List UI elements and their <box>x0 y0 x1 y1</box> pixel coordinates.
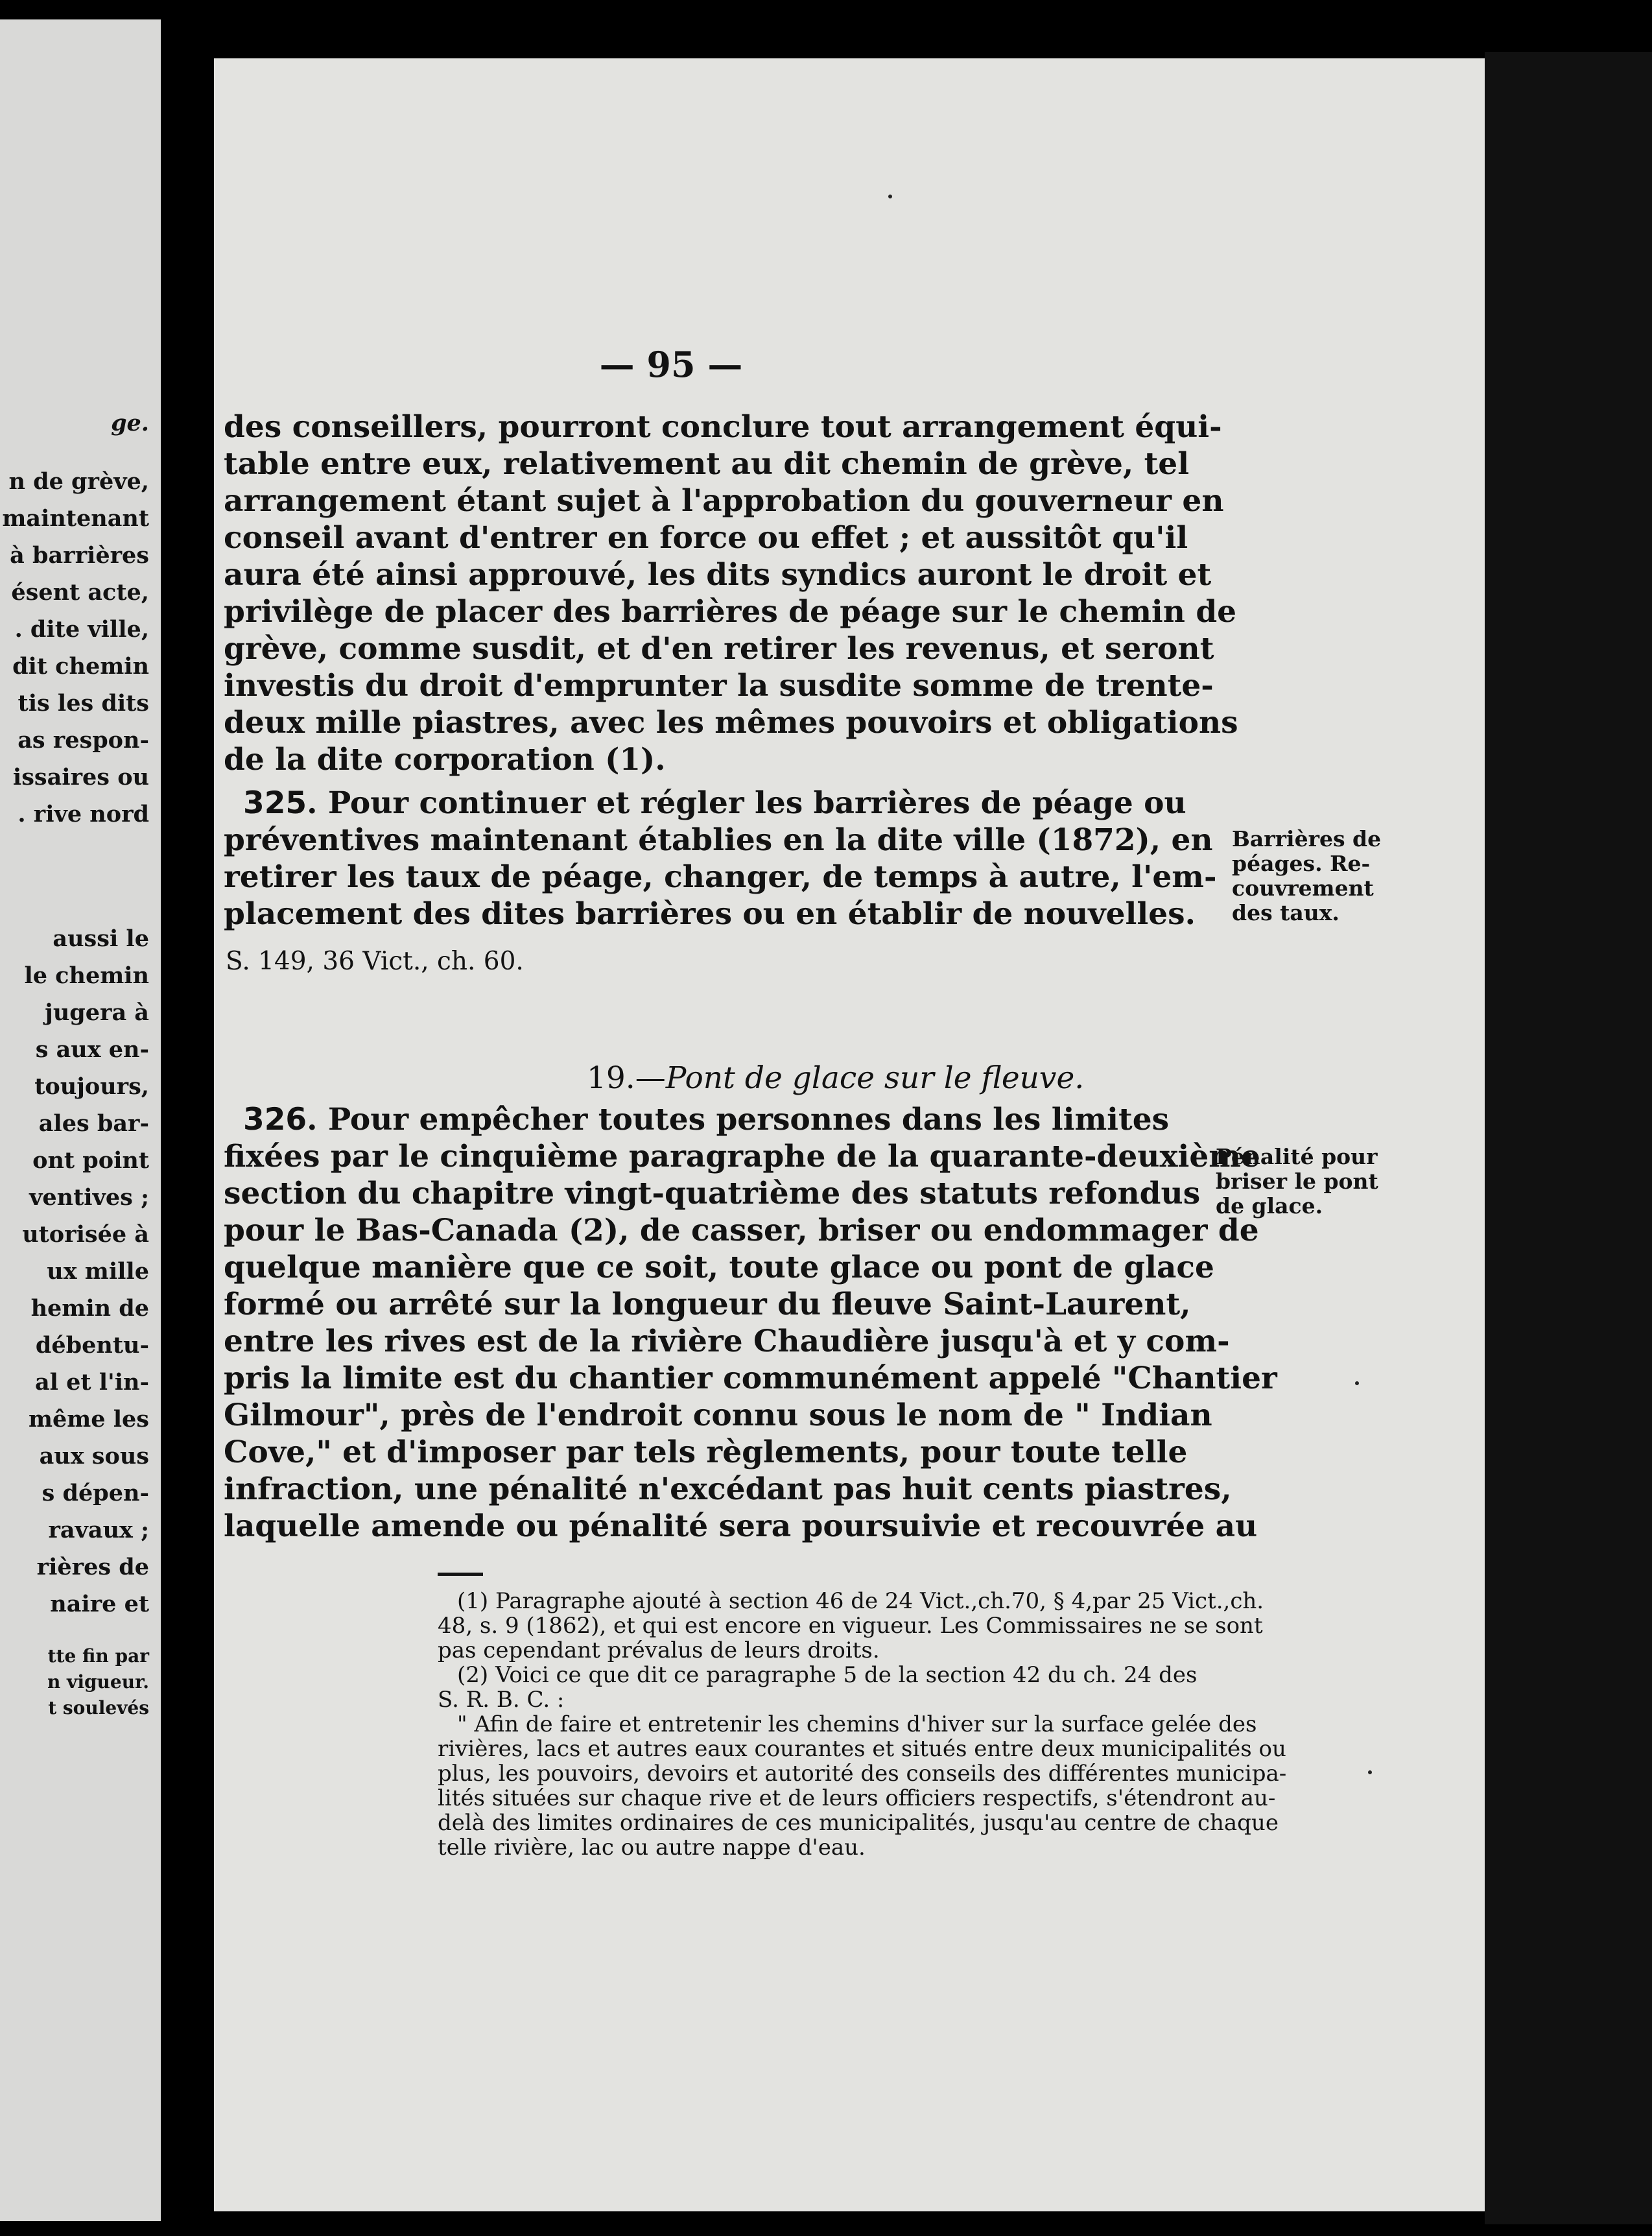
footnote-line: lités situées sur chaque rive et de leurs officiers respectifs, s'étendront au- <box>438 1785 1276 1811</box>
article-first-line: . Pour continuer et régler les barrières de péage ou <box>307 785 1186 821</box>
facing-line: issaires ou <box>12 764 149 791</box>
facing-line: même les <box>28 1406 149 1433</box>
text-line: Cove," et d'imposer par tels règlements, pour toute telle <box>224 1434 1188 1470</box>
text-line: conseil avant d'entrer en force ou effet ; et aussitôt qu'il <box>224 520 1188 556</box>
text-line: privilège de placer des barrières de péage sur le chemin de <box>224 594 1237 630</box>
text-line: Gilmour", près de l'endroit connu sous le nom de " Indian <box>224 1398 1212 1433</box>
text-line: infraction, une pénalité n'excédant pas huit cents piastres, <box>224 1471 1232 1507</box>
facing-line: ge. <box>111 410 149 436</box>
text-line: de la dite corporation (1). <box>224 742 666 778</box>
text-line: deux mille piastres, avec les mêmes pouvoirs et obligations <box>224 705 1238 741</box>
facing-line: ravaux ; <box>48 1517 149 1543</box>
section-number: 19.— <box>587 1060 666 1096</box>
text-line: formé ou arrêté sur la longueur du fleuve Saint-Laurent, <box>224 1287 1191 1322</box>
margin-note-line: des taux. <box>1232 900 1339 925</box>
facing-line: rières de <box>36 1554 149 1580</box>
facing-line: utorisée à <box>22 1221 149 1248</box>
text-line: pris la limite est du chantier communément appelé "Chantier <box>224 1361 1277 1396</box>
page-number: — 95 — <box>599 344 743 385</box>
text-line: grève, comme susdit, et d'en retirer les revenus, et seront <box>224 631 1214 667</box>
footnote-rule <box>438 1573 483 1576</box>
article-number: 325 <box>243 785 307 821</box>
text-line: retirer les taux de péage, changer, de temps à autre, l'em- <box>224 859 1217 895</box>
article-first-line: . Pour empêcher toutes personnes dans les limites <box>307 1102 1170 1137</box>
statute-reference: S. 149, 36 Vict., ch. 60. <box>226 947 524 976</box>
text-line: table entre eux, relativement au dit chemin de grève, tel <box>224 446 1190 482</box>
text-line: placement des dites barrières ou en établir de nouvelles. <box>224 896 1196 932</box>
margin-note-line: Barrières de <box>1232 826 1382 851</box>
facing-line: ésent acte, <box>11 579 149 606</box>
facing-line: . dite ville, <box>14 616 149 643</box>
text-line: quelque manière que ce soit, toute glace ou pont de glace <box>224 1250 1214 1285</box>
footnote-line: (2) Voici ce que dit ce paragraphe 5 de la section 42 du ch. 24 des <box>457 1662 1198 1688</box>
text-line: préventives maintenant établies en la dite ville (1872), en <box>224 822 1213 858</box>
section-title: Pont de glace sur le fleuve. <box>665 1060 1085 1096</box>
facing-line: maintenant <box>2 505 149 532</box>
facing-line: . rive nord <box>18 801 149 827</box>
scan-speck <box>1368 1770 1372 1774</box>
facing-line: aux sous <box>39 1443 149 1469</box>
facing-line: à barrières <box>10 542 149 569</box>
footnote-line: rivières, lacs et autres eaux courantes et situés entre deux municipalités ou <box>438 1736 1286 1762</box>
book-page <box>214 58 1485 2211</box>
text-line: fixées par le cinquième paragraphe de la quarante-deuxième <box>224 1139 1260 1174</box>
facing-line: ales bar- <box>38 1110 149 1137</box>
footnotes <box>438 1588 1287 1861</box>
text-line: investis du droit d'emprunter la susdite somme de trente- <box>224 668 1214 704</box>
text-line <box>224 785 1186 822</box>
footnote-line: 48, s. 9 (1862), et qui est encore en vigueur. Les Commissaires ne se sont <box>438 1613 1263 1639</box>
facing-line: ont point <box>32 1147 149 1174</box>
facing-line: s dépen- <box>41 1480 149 1506</box>
article-325 <box>224 785 1217 933</box>
text-line: des conseillers, pourront conclure tout arrangement équi- <box>224 409 1222 445</box>
footnote-line: (1) Paragraphe ajouté à section 46 de 24 Vict.,ch.70, § 4,par 25 Vict.,ch. <box>457 1588 1264 1614</box>
facing-line: s aux en- <box>35 1036 149 1063</box>
facing-line: tis les dits <box>18 690 149 717</box>
text-line: section du chapitre vingt-quatrième des statuts refondus <box>224 1176 1201 1211</box>
margin-note-line: péages. Re- <box>1232 851 1371 876</box>
facing-line: ux mille <box>47 1258 149 1285</box>
facing-line: n de grève, <box>8 468 149 495</box>
text-line: entre les rives est de la rivière Chaudière jusqu'à et y com- <box>224 1324 1230 1359</box>
margin-note-325 <box>1232 827 1426 925</box>
margin-note-line: de glace. <box>1216 1193 1323 1219</box>
article-326 <box>224 1101 1277 1545</box>
facing-line: hemin de <box>30 1295 149 1322</box>
footnote-line: plus, les pouvoirs, devoirs et autorité des conseils des différentes municipa- <box>438 1761 1287 1787</box>
facing-line: toujours, <box>34 1073 149 1100</box>
facing-line: tte fin par <box>47 1645 149 1667</box>
margin-note-line: couvrement <box>1232 875 1374 901</box>
continuation-paragraph <box>224 409 1238 778</box>
margin-note-326 <box>1216 1145 1410 1219</box>
footnote-line: " Afin de faire et entretenir les chemins d'hiver sur la surface gelée des <box>457 1711 1257 1737</box>
scan-shadow <box>1485 52 1652 2224</box>
footnote-line: pas cependant prévalus de leurs droits. <box>438 1637 880 1663</box>
facing-line: naire et <box>50 1591 149 1617</box>
text-line <box>224 1101 1170 1138</box>
footnote-line: telle rivière, lac ou autre nappe d'eau. <box>438 1835 866 1861</box>
text-line: pour le Bas-Canada (2), de casser, briser ou endommager de <box>224 1213 1259 1248</box>
facing-line: n vigueur. <box>47 1671 149 1693</box>
facing-line: al et l'in- <box>34 1369 149 1396</box>
facing-line: as respon- <box>18 727 149 754</box>
margin-note-line: Pénalité pour <box>1216 1144 1378 1169</box>
facing-line: le chemin <box>24 962 149 989</box>
scan-speck <box>1355 1381 1359 1385</box>
text-line: aura été ainsi approuvé, les dits syndics auront le droit et <box>224 557 1212 593</box>
footnote-line: delà des limites ordinaires de ces municipalités, jusqu'au centre de chaque <box>438 1810 1279 1836</box>
facing-line: aussi le <box>53 925 149 952</box>
facing-line: débentu- <box>35 1332 149 1359</box>
facing-line: t soulevés <box>48 1697 149 1719</box>
text-line: laquelle amende ou pénalité sera poursuivie et recouvrée au <box>224 1508 1258 1544</box>
footnote-line: S. R. B. C. : <box>438 1687 565 1713</box>
text-line: arrangement étant sujet à l'approbation du gouverneur en <box>224 483 1224 519</box>
scan-speck <box>888 195 892 198</box>
facing-line: jugera à <box>45 999 149 1026</box>
section-heading <box>587 1060 1084 1096</box>
facing-page-fragment <box>0 19 161 2221</box>
facing-line: ventives ; <box>29 1184 149 1211</box>
margin-note-line: briser le pont <box>1216 1169 1378 1194</box>
facing-line: dit chemin <box>12 653 149 680</box>
article-number: 326 <box>243 1102 307 1137</box>
